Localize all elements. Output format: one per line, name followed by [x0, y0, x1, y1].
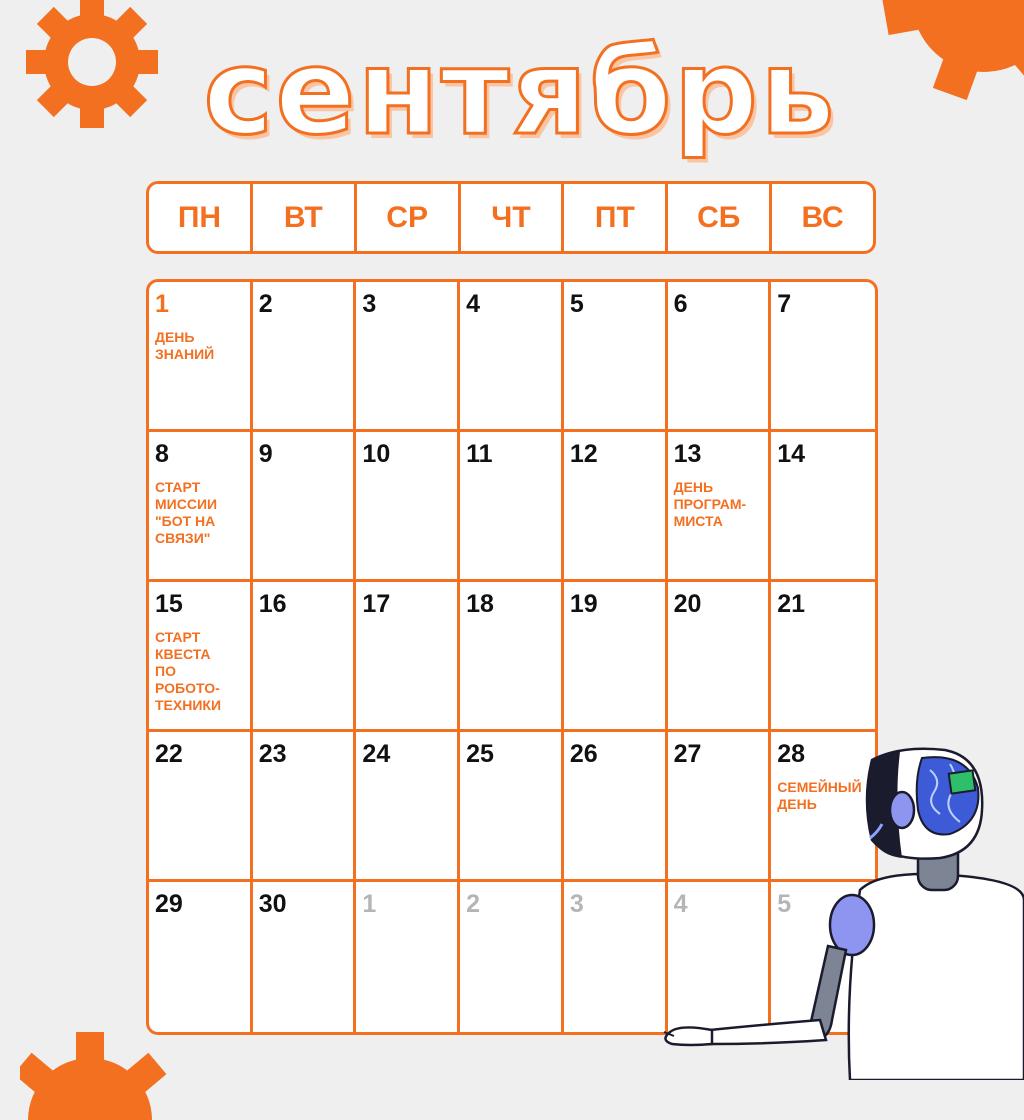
calendar-day-cell[interactable]: [149, 882, 253, 1032]
weekday-header: [146, 181, 876, 254]
month-title: [160, 22, 880, 162]
calendar-day-cell[interactable]: [253, 432, 357, 582]
day-number: 4: [466, 290, 481, 318]
month-title-text: сентябрь: [203, 23, 837, 161]
calendar-day-cell[interactable]: [253, 732, 357, 882]
day-number: 11: [466, 440, 493, 468]
calendar-day-cell[interactable]: [460, 732, 564, 882]
calendar-day-cell[interactable]: [356, 882, 460, 1032]
calendar-day-cell[interactable]: [668, 582, 772, 732]
calendar-day-cell[interactable]: [460, 582, 564, 732]
event-label: СТАРТ МИССИИ "БОТ НА СВЯЗИ": [155, 479, 218, 546]
robot-illustration: [650, 740, 1024, 1080]
event-label: ДЕНЬ ЗНАНИЙ: [155, 329, 215, 362]
event-label: СТАРТ КВЕСТА ПО РОБОТО- ТЕХНИКИ: [155, 629, 222, 713]
day-number: 1: [155, 290, 169, 318]
day-number: 18: [466, 590, 494, 618]
day-number: 3: [569, 890, 584, 918]
day-number: 23: [258, 740, 287, 768]
calendar-day-cell[interactable]: [356, 432, 460, 582]
gear-icon: [22, 0, 162, 132]
calendar-day-cell[interactable]: [771, 582, 875, 732]
event-label: ДЕНЬ ПРОГРАМ- МИСТА: [673, 479, 747, 529]
calendar-day-cell[interactable]: [149, 282, 253, 432]
calendar-day-cell[interactable]: [668, 282, 772, 432]
calendar-day-cell[interactable]: [564, 582, 668, 732]
day-number: 6: [673, 290, 688, 318]
weekday-label: ВС: [801, 200, 844, 234]
event-label: СЕМЕЙНЫЙ ДЕНЬ: [777, 779, 862, 812]
calendar-day-cell[interactable]: [149, 732, 253, 882]
calendar-day-cell[interactable]: [668, 432, 772, 582]
day-number: 7: [777, 290, 792, 318]
calendar-day-cell[interactable]: [564, 282, 668, 432]
calendar-day-cell[interactable]: [460, 432, 564, 582]
day-number: 9: [258, 440, 273, 468]
calendar-day-cell[interactable]: [253, 882, 357, 1032]
day-number: 14: [777, 440, 806, 468]
weekday-label: СБ: [668, 184, 772, 251]
day-number: 16: [258, 590, 287, 618]
calendar-day-cell[interactable]: [771, 432, 875, 582]
day-number: 1: [362, 890, 377, 918]
day-number: 22: [155, 740, 183, 768]
calendar-day-cell[interactable]: [253, 582, 357, 732]
day-number: 4: [673, 890, 688, 918]
weekday-label: ВТ: [253, 184, 357, 251]
calendar-day-cell[interactable]: [356, 282, 460, 432]
day-number: 8: [155, 440, 169, 468]
day-number: 5: [777, 890, 792, 918]
gear-icon: [20, 1030, 180, 1120]
day-number: 10: [362, 440, 391, 468]
calendar-day-cell[interactable]: [771, 282, 875, 432]
calendar-day-cell[interactable]: [149, 582, 253, 732]
day-number: 26: [569, 740, 598, 768]
weekday-label: ПН: [149, 184, 253, 251]
day-number: 29: [155, 890, 183, 918]
day-number: 30: [258, 890, 287, 918]
calendar-day-cell[interactable]: [460, 282, 564, 432]
day-number: 13: [673, 440, 702, 468]
day-number: 28: [777, 740, 806, 768]
day-number: 5: [569, 290, 584, 318]
day-number: 17: [362, 590, 391, 618]
day-number: 3: [362, 290, 377, 318]
day-number: 15: [155, 590, 183, 618]
day-number: 2: [258, 290, 273, 318]
calendar-day-cell[interactable]: [149, 432, 253, 582]
day-number: 25: [466, 740, 494, 768]
day-number: 19: [569, 590, 598, 618]
calendar-day-cell[interactable]: [564, 432, 668, 582]
day-number: 27: [673, 740, 702, 768]
day-number: 20: [673, 590, 702, 618]
day-number: 2: [466, 890, 481, 918]
weekday-label: СР: [357, 184, 461, 251]
calendar-day-cell[interactable]: [460, 882, 564, 1032]
day-number: 24: [362, 740, 391, 768]
weekday-label: ПТ: [564, 184, 668, 251]
calendar-day-cell[interactable]: [356, 582, 460, 732]
calendar-day-cell[interactable]: [356, 732, 460, 882]
weekday-label: ЧТ: [461, 184, 565, 251]
day-number: 12: [569, 440, 598, 468]
calendar-day-cell[interactable]: [253, 282, 357, 432]
day-number: 21: [777, 590, 806, 618]
